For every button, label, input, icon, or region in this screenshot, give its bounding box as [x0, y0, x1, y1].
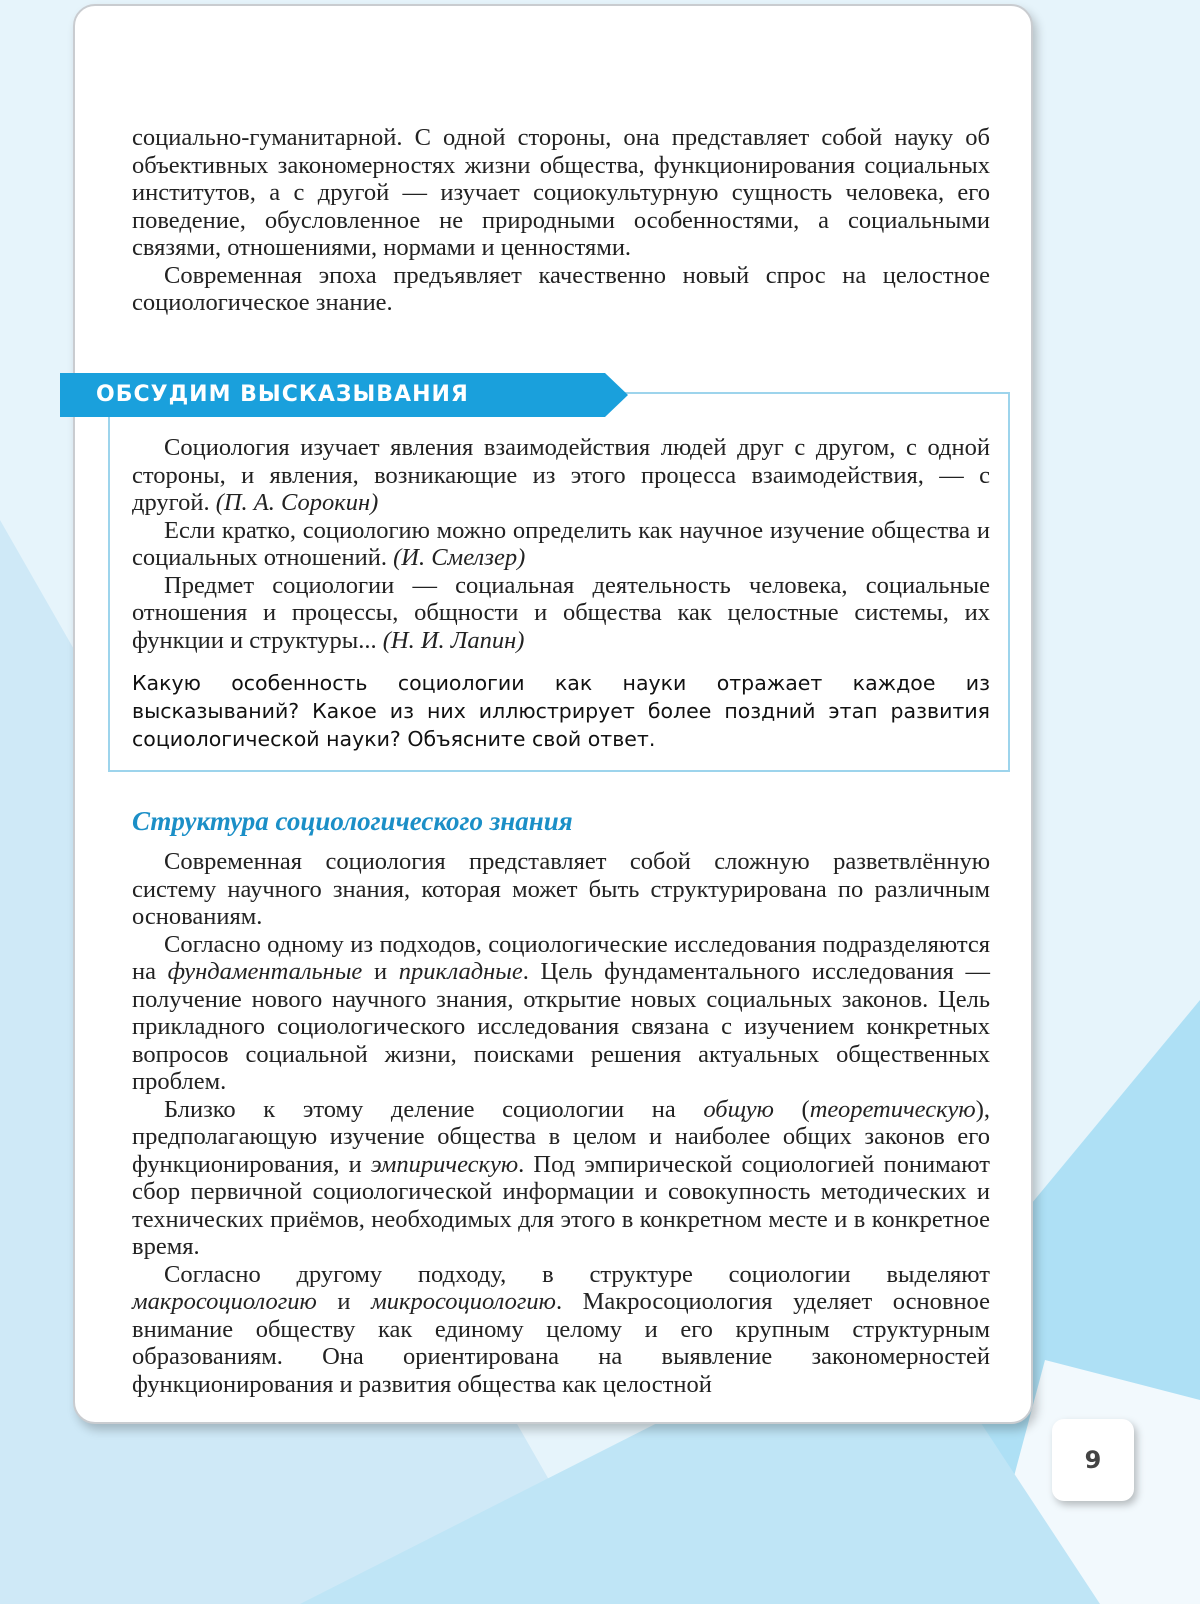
section-paragraph: Согласно другому подходу, в структуре социологии выделяют макросоциологию и микросоциологию. Макросоциология уделяет основное внимание обществу как единому целому и его крупным структурным образованиям. Она ориентирована на выявление закономерностей функционирования и развития общества как целостной: [132, 1260, 990, 1398]
discussion-question: Какую особенность социологии как науки отражает каждое из высказываний? Какое из них иллюстрирует более поздний этап развития социологической науки? Объясните свой ответ.: [132, 671, 990, 751]
quote-author: (Н. И. Лапин): [382, 626, 525, 654]
quote: [132, 434, 990, 517]
term-micro: микросоциологию: [371, 1288, 556, 1315]
quote-text: Социология изучает явления взаимодействия людей друг с другом, с одной стороны, и явления, возникающие из этого процесса взаимодействия, — с другой.: [132, 434, 990, 516]
quote-text: Если кратко, социологию можно определить как научное изучение общества и социальных отношений.: [132, 516, 990, 571]
quote-text: Предмет социологии — социальная деятельность человека, социальные отношения и процессы, общности и общества как целостные системы, их функции и структуры...: [132, 571, 990, 654]
section-paragraph: Согласно одному из подходов, социологические исследования подразделяются на фундаментальные и прикладные. Цель фундаментального исследования — получение нового научного знания, открытие новых социальных законов. Цель прикладного социологического исследования связана с изучением конкретных вопросов социальной жизни, поисками решения актуальных общественных проблем.: [132, 930, 990, 1095]
term-empirical: эмпирическую: [370, 1150, 519, 1178]
page-card: [73, 4, 1033, 1424]
section-title: Структура социологического знания: [132, 806, 573, 836]
quote-author: (И. Смелзер): [393, 544, 526, 571]
quote: [132, 517, 990, 572]
discuss-banner: [60, 373, 630, 417]
term-applied: прикладные: [398, 958, 523, 985]
quotes: [132, 434, 990, 654]
term-macro: макросоциологию: [132, 1288, 317, 1315]
banner-label: ОБСУДИМ ВЫСКАЗЫВАНИЯ: [96, 382, 469, 407]
section-text: [132, 848, 990, 1398]
section-paragraph: Современная социология представляет собой сложную разветвлённую систему научного знания, которая может быть структурирована по различным основаниям.: [132, 848, 990, 930]
term-theoretical: теоретическую: [809, 1095, 976, 1123]
intro-text: [132, 124, 990, 317]
intro-paragraph: социально-гуманитарной. С одной стороны, она представляет собой науку об объективных закономерностях жизни общества, функционирования социальных институтов, а с другой — изучает социокультурную сущность человека, его поведение, обусловленное не природными особенностями, а социальными связями, отношениями, нормами и ценностями.: [132, 124, 990, 261]
quote-author: (П. А. Сорокин): [215, 489, 379, 516]
intro-paragraph: Современная эпоха предъявляет качественно новый спрос на целостное социологическое знание.: [132, 261, 990, 316]
page-number: 9: [1052, 1419, 1134, 1501]
term-general: общую: [703, 1095, 774, 1123]
term-fundamental: фундаментальные: [167, 958, 363, 985]
quote: [132, 572, 990, 655]
section-paragraph: Близко к этому деление социологии на общую (теоретическую), предполагающую изучение общества в целом и наиболее общих законов его функционирования, и эмпирическую. Под эмпирической социологией понимают сбор первичной социологической информации и совокупность методических и технических приёмов, необходимых для этого в конкретном месте и в конкретное время.: [132, 1095, 990, 1260]
